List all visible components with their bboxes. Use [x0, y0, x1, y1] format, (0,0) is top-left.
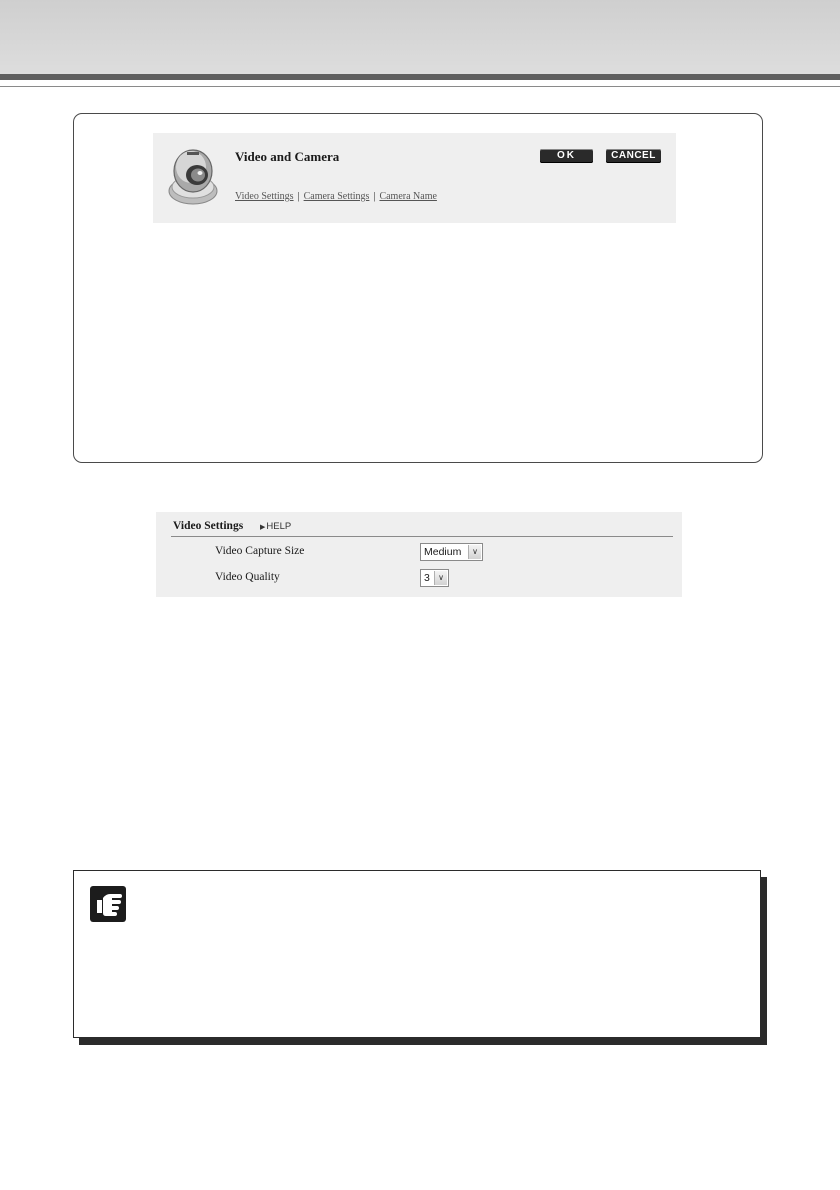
link-video-settings[interactable]: Video Settings [235, 191, 294, 202]
capture-size-label: Video Capture Size [215, 545, 305, 557]
header-divider [0, 74, 840, 80]
cancel-button[interactable]: CANCEL [606, 149, 661, 163]
settings-links [235, 191, 437, 202]
section-divider [171, 536, 673, 537]
page-title: Video and Camera [235, 149, 340, 164]
section-title: Video Settings [173, 520, 244, 532]
pointing-hand-icon [90, 886, 126, 922]
video-quality-value: 3 [424, 572, 430, 584]
video-quality-select[interactable] [420, 569, 449, 587]
header-divider-thin [0, 86, 840, 87]
camera-icon [167, 145, 219, 207]
help-label: HELP [266, 521, 292, 532]
video-settings-panel [156, 512, 682, 597]
help-link[interactable] [260, 521, 291, 532]
page-header-band [0, 0, 840, 74]
link-separator: | [297, 191, 300, 202]
link-camera-settings[interactable]: Camera Settings [303, 191, 370, 202]
ok-button[interactable]: OK [540, 149, 593, 163]
capture-size-select[interactable] [420, 543, 483, 561]
capture-size-value: Medium [424, 546, 462, 558]
video-camera-panel [153, 133, 676, 223]
chevron-down-icon: ∨ [468, 545, 481, 559]
link-separator: | [373, 191, 376, 202]
note-box [73, 870, 761, 1038]
triangle-right-icon: ▶ [260, 524, 266, 531]
chevron-down-icon: ∨ [434, 571, 447, 585]
link-camera-name[interactable]: Camera Name [379, 191, 437, 202]
video-quality-label: Video Quality [215, 571, 280, 583]
